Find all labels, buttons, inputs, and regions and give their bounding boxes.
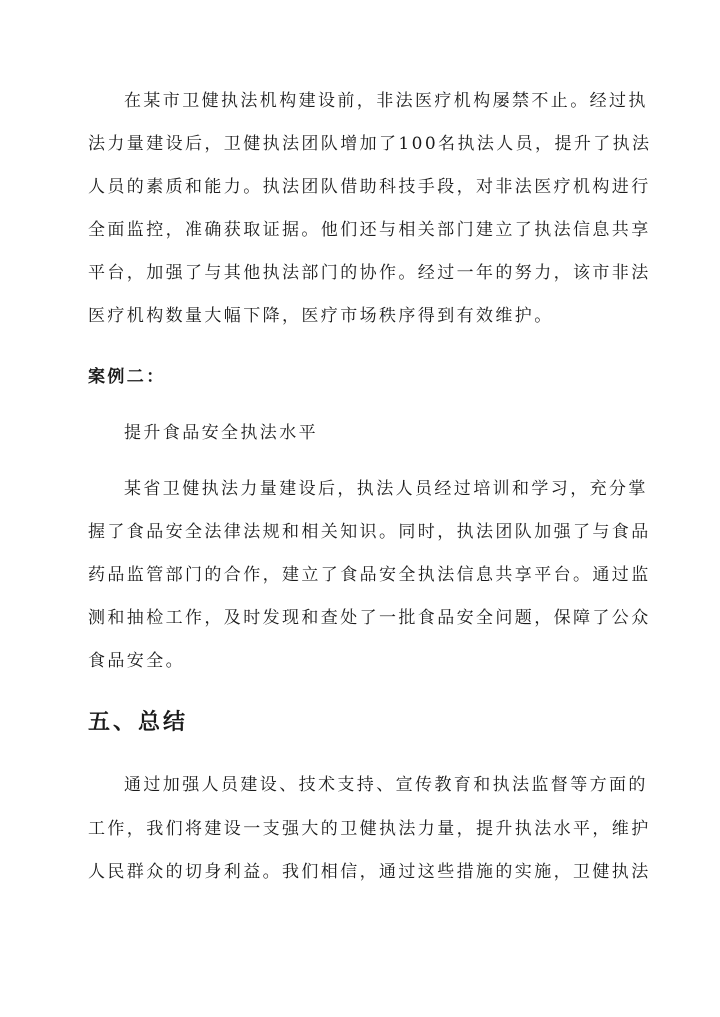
- paragraph-line: 人员的素质和能力。执法团队借助科技手段，对非法医疗机构进行: [88, 177, 651, 197]
- paragraph-line: 平台，加强了与其他执法部门的协作。经过一年的努力，该市非法: [88, 263, 651, 283]
- paragraph-line: 测和抽检工作，及时发现和查处了一批食品安全问题，保障了公众: [88, 608, 651, 628]
- paragraph-line: 握了食品安全法律法规和相关知识。同时，执法团队加强了与食品: [88, 522, 651, 542]
- section-heading: 五、总结: [88, 709, 189, 735]
- case-subtitle: 提升食品安全执法水平: [124, 423, 318, 443]
- paragraph-line: 医疗机构数量大幅下降，医疗市场秩序得到有效维护。: [88, 306, 554, 326]
- case-label: 案例二：: [88, 367, 166, 387]
- paragraph-line: 全面监控，准确获取证据。他们还与相关部门建立了执法信息共享: [88, 220, 651, 240]
- paragraph-line: 某省卫健执法力量建设后，执法人员经过培训和学习，充分掌: [124, 479, 648, 499]
- paragraph-line: 通过加强人员建设、技术支持、宣传教育和执法监督等方面的: [124, 775, 648, 795]
- paragraph-line: 人民群众的切身利益。我们相信，通过这些措施的实施，卫健执法: [88, 862, 651, 882]
- paragraph-line: 食品安全。: [88, 651, 185, 671]
- paragraph-line: 在某市卫健执法机构建设前，非法医疗机构屡禁不止。经过执: [124, 91, 648, 111]
- paragraph-line: 工作，我们将建设一支强大的卫健执法力量，提升执法水平，维护: [88, 819, 651, 839]
- paragraph-line: 法力量建设后，卫健执法团队增加了100名执法人员，提升了执法: [88, 134, 652, 154]
- paragraph-line: 药品监管部门的合作，建立了食品安全执法信息共享平台。通过监: [88, 565, 651, 585]
